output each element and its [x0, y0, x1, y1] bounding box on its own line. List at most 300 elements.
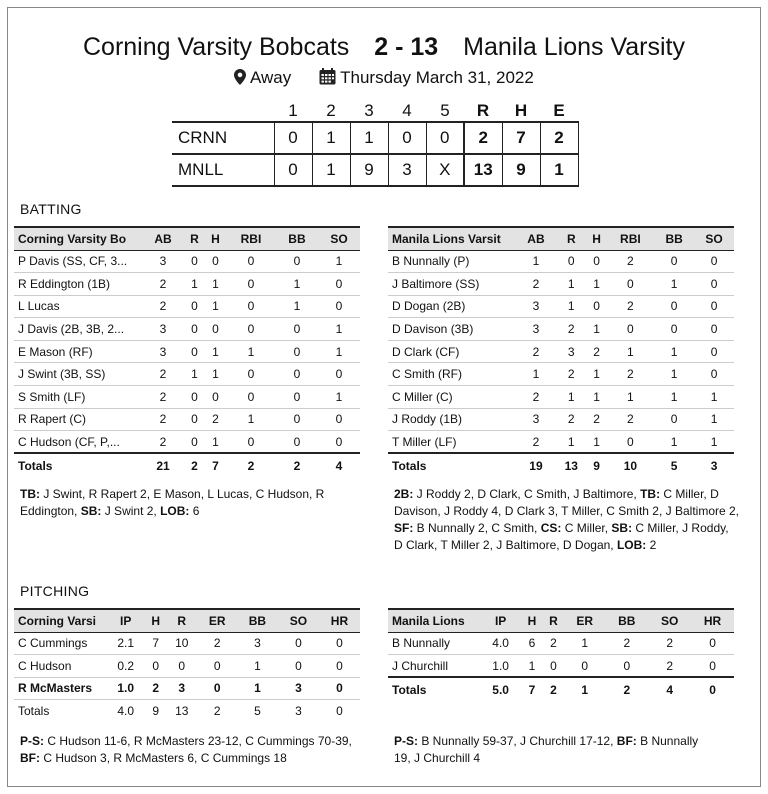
player-name: C Miller (C): [388, 386, 516, 409]
table-row: [14, 273, 360, 296]
line-score: [172, 100, 579, 187]
inning-header: 1: [288, 100, 298, 120]
totals-label: Totals: [14, 453, 142, 477]
stat-cell: 3: [516, 408, 556, 431]
stat-cell: 2: [607, 250, 655, 273]
note-label: SF:: [394, 521, 414, 535]
stat-cell: 2: [142, 363, 184, 386]
stat-cell: 2: [198, 632, 237, 655]
stat-cell: 4: [648, 677, 691, 701]
player-name: R McMasters: [14, 677, 106, 700]
table-row: [14, 677, 360, 700]
stat-cell: 7: [521, 677, 542, 701]
stat-cell: 1: [694, 408, 734, 431]
stat-cell: 0: [184, 386, 205, 409]
column-header: IP: [480, 609, 521, 632]
inning-header: 2: [326, 100, 336, 120]
stat-cell: 3: [516, 318, 556, 341]
team-header: Manila Lions Varsit: [388, 227, 516, 250]
stat-cell: 3: [556, 340, 587, 363]
column-header: H: [145, 609, 166, 632]
stat-cell: 7: [205, 453, 226, 477]
stat-cell: 3: [516, 295, 556, 318]
stat-cell: 1: [654, 386, 694, 409]
stat-cell: 2: [516, 273, 556, 296]
pitching-notes-away: [20, 733, 360, 767]
stat-cell: 0: [198, 677, 237, 700]
stat-cell: 5.0: [480, 677, 521, 701]
note-label: LOB:: [616, 538, 647, 552]
table-row: [388, 632, 734, 655]
stat-cell: 0: [276, 340, 318, 363]
note-text: B Nunnally 2, C Smith,: [413, 521, 541, 535]
note-label: 2B:: [394, 487, 414, 501]
stat-cell: 0: [318, 363, 360, 386]
team-abbr: CRNN: [172, 122, 274, 154]
column-header: SO: [278, 609, 319, 632]
stat-cell: 2: [276, 453, 318, 477]
stat-cell: 1: [205, 295, 226, 318]
table-row: [388, 250, 734, 273]
stat-cell: 2: [516, 386, 556, 409]
stat-cell: 1: [226, 408, 276, 431]
game-title: [0, 33, 768, 62]
stat-cell: 0: [184, 318, 205, 341]
inning-header: 3: [364, 100, 374, 120]
player-name: J Baltimore (SS): [388, 273, 516, 296]
stat-cell: 1: [318, 250, 360, 273]
stat-cell: 0: [691, 632, 734, 655]
note-text: B Nunnally 59-37, J Churchill 17-12,: [418, 734, 617, 748]
stat-cell: 0: [318, 273, 360, 296]
stat-cell: 1: [237, 677, 278, 700]
stat-cell: 13: [556, 453, 587, 477]
stat-cell: 0: [226, 431, 276, 454]
stat-cell: 19: [516, 453, 556, 477]
note-label: TB:: [20, 487, 40, 501]
stat-cell: 1.0: [480, 655, 521, 678]
column-header: IP: [106, 609, 145, 632]
stat-cell: 1: [556, 431, 587, 454]
team-header: Manila Lions: [388, 609, 480, 632]
stat-cell: 2: [556, 318, 587, 341]
stat-cell: 1: [587, 431, 607, 454]
stat-cell: 2: [142, 386, 184, 409]
table-row: [388, 431, 734, 454]
stat-cell: 1: [607, 386, 655, 409]
errors-header: E: [553, 100, 565, 120]
stat-cell: 4.0: [480, 632, 521, 655]
player-name: C Smith (RF): [388, 363, 516, 386]
player-name: C Hudson: [14, 655, 106, 678]
stat-cell: 0: [319, 655, 360, 678]
table-row: [14, 632, 360, 655]
pitching-notes-home: [394, 733, 714, 767]
stat-cell: 2: [556, 408, 587, 431]
stat-cell: 1: [564, 677, 605, 701]
final-score: 2 - 13: [374, 33, 439, 61]
stat-cell: 1: [318, 318, 360, 341]
column-header: HR: [319, 609, 360, 632]
stat-cell: 0: [318, 408, 360, 431]
stat-cell: 1.0: [106, 677, 145, 700]
column-header: SO: [648, 609, 691, 632]
calendar-icon: [319, 68, 336, 90]
stat-cell: 1: [226, 340, 276, 363]
table-row: [14, 386, 360, 409]
table-row: [14, 318, 360, 341]
stat-cell: 3: [278, 677, 319, 700]
pitching-table-away: [14, 608, 360, 722]
stat-cell: 1: [205, 340, 226, 363]
column-header: RBI: [226, 227, 276, 250]
stat-cell: 0: [694, 295, 734, 318]
note-label: SB:: [80, 504, 102, 518]
stat-cell: 0: [336, 704, 343, 719]
stat-cell: 2: [607, 295, 655, 318]
stat-cell: 1: [556, 273, 587, 296]
stat-cell: 0: [694, 273, 734, 296]
stat-cell: 1: [516, 250, 556, 273]
stat-cell: 4: [318, 453, 360, 477]
stat-cell: 0: [226, 250, 276, 273]
stat-cell: 0: [205, 250, 226, 273]
stat-cell: 2: [516, 340, 556, 363]
stat-cell: 1: [654, 363, 694, 386]
stat-cell: 0: [587, 295, 607, 318]
stat-cell: 0: [654, 250, 694, 273]
inning-header: 5: [440, 100, 450, 120]
stat-cell: 3: [237, 632, 278, 655]
note-text: J Swint, R Rapert 2, E Mason, L Lucas, C Hudson, R Eddington,: [20, 487, 325, 518]
stat-cell: 0: [691, 677, 734, 701]
stat-cell: 0: [184, 295, 205, 318]
stat-cell: 0: [145, 655, 166, 678]
stat-cell: 0: [276, 363, 318, 386]
column-header: ER: [198, 609, 237, 632]
note-text: 2: [646, 538, 657, 552]
note-text: C Hudson 3, R McMasters 6, C Cummings 18: [40, 751, 287, 765]
player-name: B Nunnally (P): [388, 250, 516, 273]
stat-cell: 2: [607, 408, 655, 431]
table-row: [388, 340, 734, 363]
player-name: D Dogan (2B): [388, 295, 516, 318]
column-header: AB: [142, 227, 184, 250]
table-row: [388, 363, 734, 386]
stat-cell: 0: [694, 340, 734, 363]
stat-cell: 1: [587, 363, 607, 386]
stat-cell: 2.1: [106, 632, 145, 655]
stat-cell: 5: [654, 453, 694, 477]
stat-cell: 0: [276, 250, 318, 273]
note-label: TB:: [640, 487, 661, 501]
stat-cell: 1: [276, 295, 318, 318]
table-row: [14, 250, 360, 273]
stat-cell: 0: [556, 250, 587, 273]
totals-label: Totals: [388, 677, 480, 701]
stat-cell: 1: [564, 632, 605, 655]
player-name: Totals: [18, 704, 50, 719]
player-name: E Mason (RF): [14, 340, 142, 363]
stat-cell: 9: [152, 704, 160, 719]
stat-cell: 7: [145, 632, 166, 655]
column-header: R: [556, 227, 587, 250]
player-name: J Swint (3B, SS): [14, 363, 142, 386]
column-header: SO: [318, 227, 360, 250]
stat-cell: 0: [278, 632, 319, 655]
column-header: RBI: [607, 227, 655, 250]
pitching-table-home: [388, 608, 734, 701]
stat-cell: 3: [142, 250, 184, 273]
stat-cell: 2: [587, 408, 607, 431]
totals-row: [14, 453, 360, 477]
stat-cell: 1: [654, 273, 694, 296]
stat-cell: 2: [516, 431, 556, 454]
stat-cell: 1: [318, 340, 360, 363]
stat-cell: 0: [166, 655, 198, 678]
location-pin-icon: [234, 69, 246, 90]
stat-cell: 0: [205, 386, 226, 409]
player-name: T Miller (LF): [388, 431, 516, 454]
player-name: J Roddy (1B): [388, 408, 516, 431]
note-text: C Miller, J Roddy, D Clark, T Miller 2, J Baltimore, D Dogan,: [394, 521, 729, 552]
column-header: H: [205, 227, 226, 250]
stat-cell: 1: [521, 655, 542, 678]
stat-cell: 1: [694, 431, 734, 454]
column-header: BB: [237, 609, 278, 632]
game-info: [0, 68, 768, 90]
stat-cell: 2: [142, 273, 184, 296]
stat-cell: 13: [175, 704, 189, 719]
player-name: D Clark (CF): [388, 340, 516, 363]
stat-cell: 1: [205, 363, 226, 386]
stat-cell: 0: [607, 273, 655, 296]
table-row: [388, 386, 734, 409]
stat-cell: 0: [184, 250, 205, 273]
column-header: R: [184, 227, 205, 250]
stat-cell: 1: [587, 318, 607, 341]
table-row: [14, 295, 360, 318]
stat-cell: 2: [648, 655, 691, 678]
note-text: J Roddy 2, D Clark, C Smith, J Baltimore,: [413, 487, 641, 501]
table-row: [388, 295, 734, 318]
stat-cell: 2: [556, 363, 587, 386]
column-header: SO: [694, 227, 734, 250]
stat-cell: 3: [142, 318, 184, 341]
stat-cell: 0: [587, 250, 607, 273]
player-name: J Davis (2B, 3B, 2...: [14, 318, 142, 341]
batting-table-home: [388, 226, 734, 477]
player-name: J Churchill: [388, 655, 480, 678]
stat-cell: 0: [607, 431, 655, 454]
stat-cell: 0: [694, 363, 734, 386]
stat-cell: 0: [276, 318, 318, 341]
stat-cell: 0: [564, 655, 605, 678]
table-row: [14, 700, 360, 723]
table-row: [388, 273, 734, 296]
stat-cell: 2: [605, 632, 648, 655]
stat-cell: 0: [654, 318, 694, 341]
table-row: [14, 431, 360, 454]
batting-notes-away: [20, 486, 360, 520]
stat-cell: 0: [184, 340, 205, 363]
stat-cell: 0: [276, 431, 318, 454]
player-name: R Eddington (1B): [14, 273, 142, 296]
stat-cell: 1: [184, 273, 205, 296]
stat-cell: 6: [521, 632, 542, 655]
stat-cell: 1: [184, 363, 205, 386]
stat-cell: 2: [184, 453, 205, 477]
stat-cell: 1: [205, 431, 226, 454]
totals-row: [388, 453, 734, 477]
totals-label: Totals: [388, 453, 516, 477]
stat-cell: 1: [516, 363, 556, 386]
location-text: Away: [249, 68, 292, 87]
stat-cell: 1: [556, 295, 587, 318]
table-row: [14, 655, 360, 678]
column-header: AB: [516, 227, 556, 250]
runs-header: R: [476, 100, 490, 120]
player-name: L Lucas: [14, 295, 142, 318]
stat-cell: 2: [648, 632, 691, 655]
stat-cell: 0: [654, 295, 694, 318]
stat-cell: 1: [607, 340, 655, 363]
column-header: BB: [654, 227, 694, 250]
stat-cell: 1: [654, 340, 694, 363]
stat-cell: 1: [694, 386, 734, 409]
team-header: Corning Varsi: [14, 609, 106, 632]
stat-cell: 10: [166, 632, 198, 655]
player-name: B Nunnally: [388, 632, 480, 655]
pitching-section-title: PITCHING: [20, 583, 90, 599]
batting-section-title: BATTING: [20, 201, 82, 217]
game-date: Thursday March 31, 2022: [340, 68, 534, 87]
table-row: [388, 655, 734, 678]
note-label: BF:: [20, 751, 40, 765]
stat-cell: 0: [276, 408, 318, 431]
column-header: R: [166, 609, 198, 632]
stat-cell: 0: [319, 632, 360, 655]
player-name: P Davis (SS, CF, 3...: [14, 250, 142, 273]
stat-cell: 0: [276, 386, 318, 409]
stat-cell: 2: [205, 408, 226, 431]
stat-cell: 0: [543, 655, 564, 678]
column-header: HR: [691, 609, 734, 632]
player-name: D Davison (3B): [388, 318, 516, 341]
stat-cell: 1: [237, 655, 278, 678]
table-row: [388, 318, 734, 341]
team-abbr: MNLL: [172, 154, 274, 186]
note-label: LOB:: [160, 504, 190, 518]
stat-cell: 0: [205, 318, 226, 341]
stat-cell: 0: [318, 431, 360, 454]
table-row: [388, 408, 734, 431]
stat-cell: 0: [694, 318, 734, 341]
note-label: P-S:: [394, 734, 418, 748]
stat-cell: 0: [198, 655, 237, 678]
player-name: C Hudson (CF, P,...: [14, 431, 142, 454]
stat-cell: 2: [142, 295, 184, 318]
stat-cell: 21: [142, 453, 184, 477]
stat-cell: 1: [276, 273, 318, 296]
stat-cell: 1: [654, 431, 694, 454]
note-text: C Hudson 11-6, R McMasters 23-12, C Cummings 70-39,: [44, 734, 352, 748]
stat-cell: 0: [226, 273, 276, 296]
batting-notes-home: [394, 486, 740, 554]
home-team-name: Manila Lions Varsity: [463, 33, 686, 61]
stat-cell: 0.2: [106, 655, 145, 678]
stat-cell: 4.0: [117, 704, 135, 719]
stat-cell: 0: [278, 655, 319, 678]
stat-cell: 0: [318, 295, 360, 318]
note-text: C Miller, D Davison, J Roddy 4, D Clark 3, T Miller, C Smith 2, J Baltimore 2,: [394, 487, 740, 518]
stat-cell: 1: [318, 386, 360, 409]
note-label: P-S:: [20, 734, 44, 748]
player-name: S Smith (LF): [14, 386, 142, 409]
stat-cell: 0: [607, 318, 655, 341]
stat-cell: 0: [226, 318, 276, 341]
stat-cell: 9: [587, 453, 607, 477]
stat-cell: 10: [607, 453, 655, 477]
stat-cell: 0: [654, 408, 694, 431]
stat-cell: 1: [587, 386, 607, 409]
stat-cell: 2: [607, 363, 655, 386]
stat-cell: 0: [226, 363, 276, 386]
player-name: C Cummings: [14, 632, 106, 655]
stat-cell: 3: [166, 677, 198, 700]
stat-cell: 2: [226, 453, 276, 477]
stat-cell: 1: [205, 273, 226, 296]
linescore-row-home: MNLL 0 1 9 3 X 13 9 1: [172, 154, 578, 186]
totals-row: [388, 677, 734, 701]
column-header: H: [587, 227, 607, 250]
note-label: CS:: [540, 521, 562, 535]
stat-cell: 0: [226, 295, 276, 318]
inning-header: 4: [402, 100, 412, 120]
column-header: ER: [564, 609, 605, 632]
stat-cell: 1: [556, 386, 587, 409]
stat-cell: 2: [142, 408, 184, 431]
note-text: J Swint 2,: [101, 504, 161, 518]
stat-cell: 1: [587, 273, 607, 296]
player-name: R Rapert (C): [14, 408, 142, 431]
stat-cell: 3: [142, 340, 184, 363]
stat-cell: 0: [691, 655, 734, 678]
column-header: H: [521, 609, 542, 632]
column-header: BB: [276, 227, 318, 250]
stat-cell: 3: [295, 704, 302, 719]
column-header: R: [543, 609, 564, 632]
stat-cell: 0: [605, 655, 648, 678]
note-text: C Miller,: [561, 521, 612, 535]
stat-cell: 0: [226, 386, 276, 409]
batting-table-away: [14, 226, 360, 477]
stat-cell: 0: [694, 250, 734, 273]
table-row: [14, 340, 360, 363]
linescore-row-away: CRNN 0 1 1 0 0 2 7 2: [172, 122, 578, 154]
stat-cell: 0: [184, 408, 205, 431]
away-team-name: Corning Varsity Bobcats: [82, 33, 350, 61]
note-label: BF:: [616, 734, 637, 748]
stat-cell: 2: [142, 431, 184, 454]
team-header: Corning Varsity Bo: [14, 227, 142, 250]
note-text: 6: [189, 504, 200, 518]
stat-cell: 2: [145, 677, 166, 700]
stat-cell: 0: [319, 677, 360, 700]
stat-cell: 3: [694, 453, 734, 477]
stat-cell: 2: [605, 677, 648, 701]
hits-header: H: [514, 100, 528, 120]
